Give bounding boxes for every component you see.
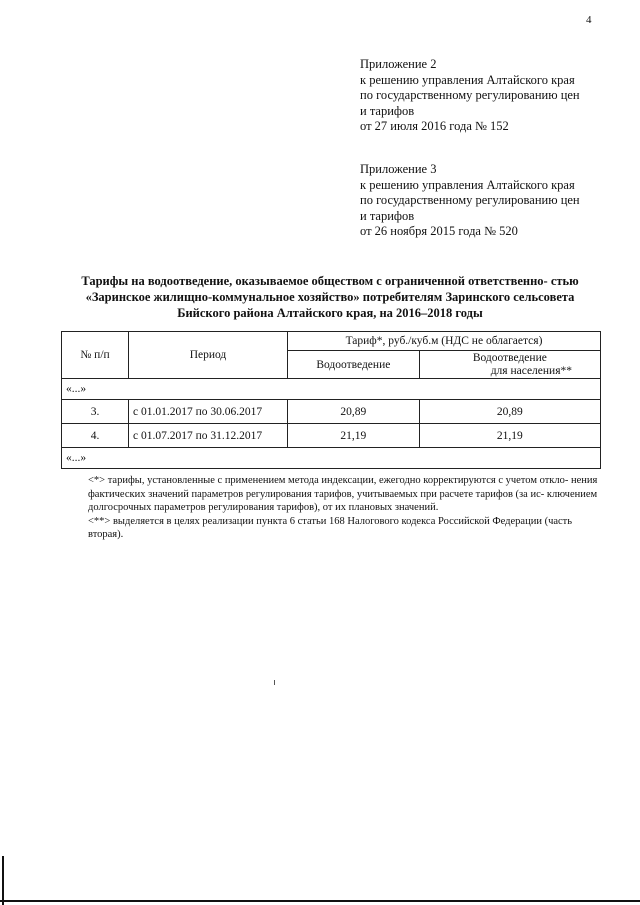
appendix-3-line: от 26 ноября 2015 года № 520 — [360, 224, 518, 238]
header-number: № п/п — [62, 332, 129, 379]
footnotes — [88, 474, 600, 542]
row-number: 4. — [62, 424, 129, 448]
row-wastewater-population-value: 21,19 — [419, 424, 600, 448]
appendix-3-line: по государственному регулированию цен — [360, 193, 580, 207]
ellipsis-row-bottom: «...» — [62, 448, 601, 469]
appendix-3-line: Приложение 3 — [360, 162, 437, 176]
footnote-1: <*> тарифы, установленные с применением метода индексации, ежегодно корректируются с учетом откло- нения фактических значений параметров регулирования тарифов, учитываемых при расчете тарифов (за ис- ключением долгосрочных параметров регулирования тарифов), от их плановых значений. — [88, 475, 598, 513]
row-number: 3. — [62, 400, 129, 424]
scan-speck — [274, 680, 275, 685]
row-period: с 01.01.2017 по 30.06.2017 — [129, 400, 288, 424]
document-title: Тарифы на водоотведение, оказываемое обществом с ограниченной ответственно- стью «Заринское жилищно-коммунальное хозяйство» потребителям Заринского сельсовета Бийского района Алтайского края, на 2016–2018 годы — [81, 274, 579, 320]
header-period: Период — [129, 332, 288, 379]
appendix-3-block — [360, 162, 580, 240]
appendix-3-line: и тарифов — [360, 208, 415, 223]
appendix-2-block — [360, 57, 580, 135]
row-period: с 01.07.2017 по 31.12.2017 — [129, 424, 288, 448]
header-wastewater-population-line1: Водоотведение — [472, 351, 547, 364]
header-wastewater-population-line2: для населения** — [490, 364, 572, 377]
appendix-2-line: от 27 июля 2016 года № 152 — [360, 119, 509, 133]
scan-border-bottom — [0, 900, 640, 902]
row-wastewater-value: 20,89 — [288, 400, 420, 424]
appendix-2-line: и тарифов — [360, 103, 415, 118]
row-wastewater-population-value: 20,89 — [419, 400, 600, 424]
header-wastewater-population — [419, 351, 600, 379]
appendix-2-line: по государственному регулированию цен — [360, 88, 580, 102]
tariffs-table — [61, 331, 601, 469]
footnote-2: <**> выделяется в целях реализации пункта 6 статьи 168 Налогового кодекса Российской Федерации (часть вторая). — [88, 515, 573, 540]
appendix-2-line: Приложение 2 — [360, 57, 437, 71]
header-tariff: Тариф*, руб./куб.м (НДС не облагается) — [288, 332, 601, 351]
row-wastewater-value: 21,19 — [288, 424, 420, 448]
ellipsis-row-top: «...» — [62, 379, 601, 400]
table-row — [62, 400, 601, 424]
table-row — [62, 424, 601, 448]
appendix-2-line: к решению управления Алтайского края — [360, 72, 575, 87]
scan-border-left — [2, 856, 4, 905]
appendix-3-line: к решению управления Алтайского края — [360, 177, 575, 192]
page-number: 4 — [586, 14, 592, 26]
header-wastewater: Водоотведение — [288, 351, 420, 379]
